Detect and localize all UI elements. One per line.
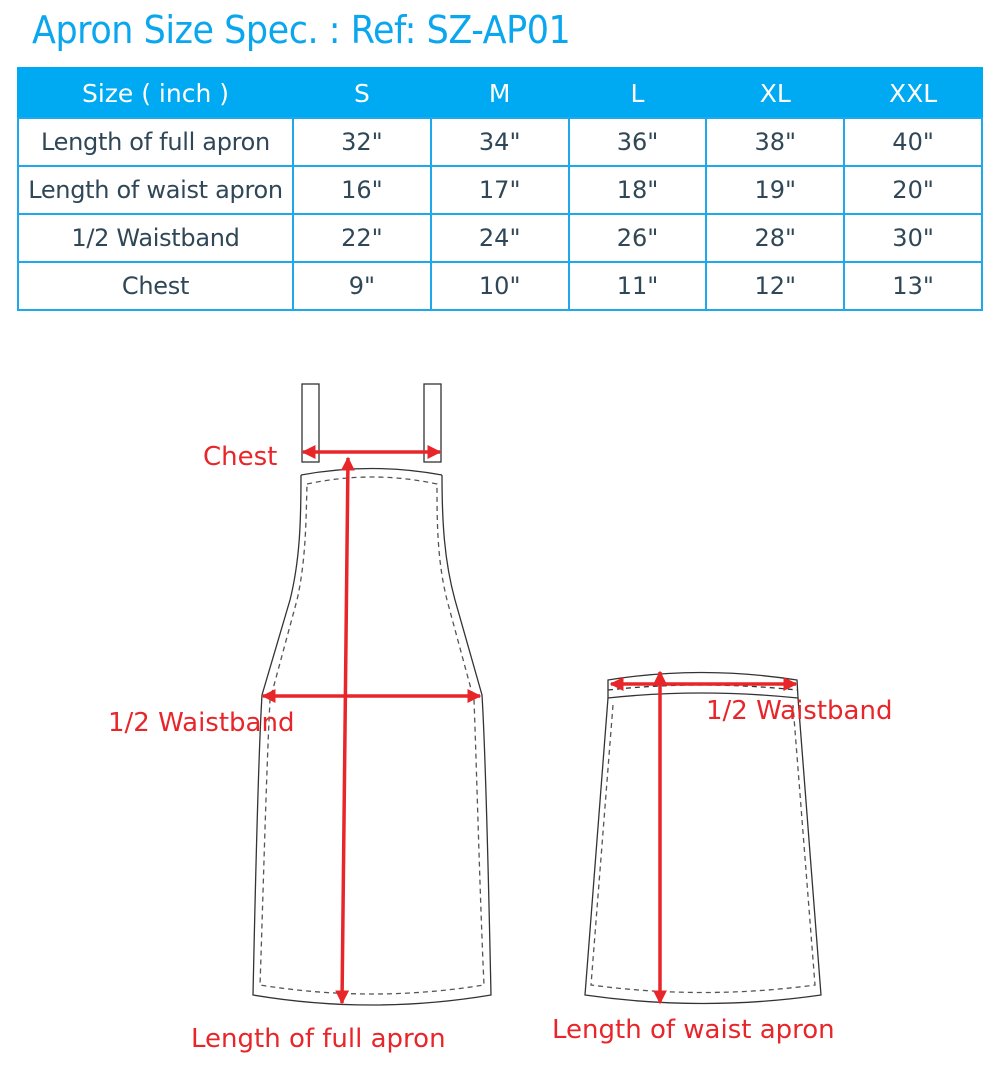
full-apron-measure-lines	[263, 452, 480, 1003]
header-size: Size ( inch )	[18, 68, 293, 118]
cell: 36"	[569, 118, 707, 166]
label-waist-length: Length of waist apron	[552, 1015, 835, 1045]
cell: 18"	[569, 166, 707, 214]
cell: 32"	[293, 118, 431, 166]
cell: 20"	[844, 166, 982, 214]
cell: 28"	[706, 214, 844, 262]
label-waist-waistband: 1/2 Waistband	[706, 696, 893, 726]
header-m: M	[431, 68, 569, 118]
cell: 9"	[293, 262, 431, 310]
header-xl: XL	[706, 68, 844, 118]
row-label: Length of full apron	[18, 118, 293, 166]
cell: 19"	[706, 166, 844, 214]
header-l: L	[569, 68, 707, 118]
label-full-waistband: 1/2 Waistband	[108, 708, 295, 738]
cell: 24"	[431, 214, 569, 262]
label-full-length: Length of full apron	[191, 1024, 446, 1054]
cell: 38"	[706, 118, 844, 166]
cell: 22"	[293, 214, 431, 262]
cell: 34"	[431, 118, 569, 166]
cell: 12"	[706, 262, 844, 310]
cell: 10"	[431, 262, 569, 310]
header-xxl: XXL	[844, 68, 982, 118]
row-label: 1/2 Waistband	[18, 214, 293, 262]
cell: 17"	[431, 166, 569, 214]
header-s: S	[293, 68, 431, 118]
cell: 16"	[293, 166, 431, 214]
cell: 30"	[844, 214, 982, 262]
row-label: Chest	[18, 262, 293, 310]
row-label: Length of waist apron	[18, 166, 293, 214]
cell: 11"	[569, 262, 707, 310]
cell: 26"	[569, 214, 707, 262]
cell: 13"	[844, 262, 982, 310]
cell: 40"	[844, 118, 982, 166]
label-chest: Chest	[203, 442, 278, 472]
page-title: Apron Size Spec. : Ref: SZ-AP01	[32, 8, 571, 52]
